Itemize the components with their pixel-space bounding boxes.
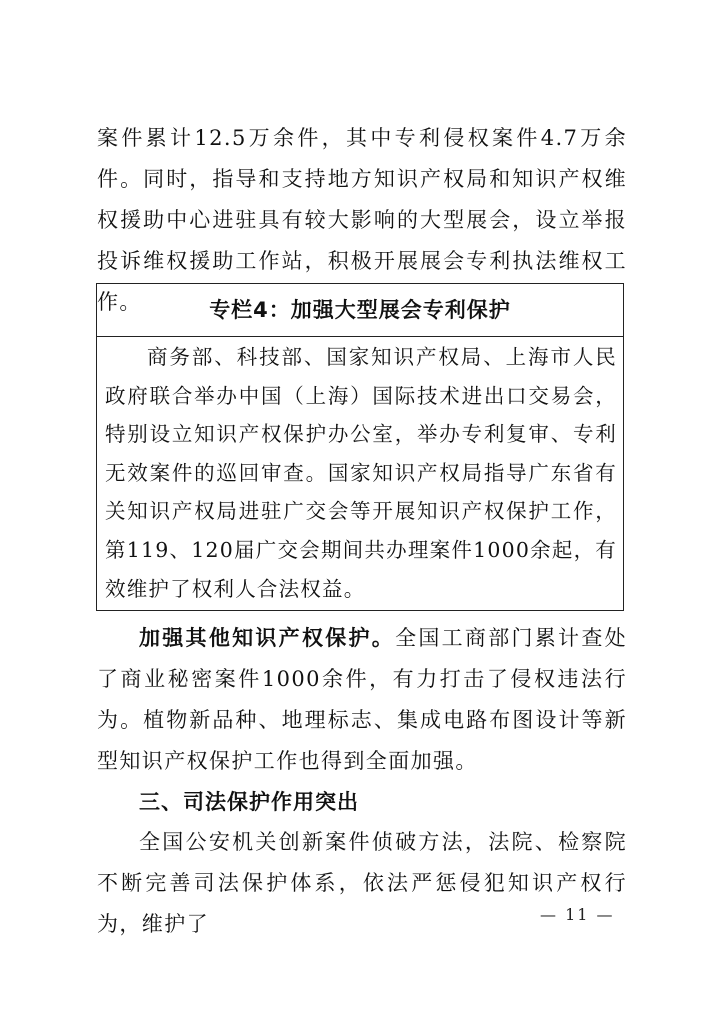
- body-paragraph: 全国公安机关创新案件侦破方法，法院、检察院不断完善司法保护体系，依法严惩侵犯知识产权行为，维护了: [97, 830, 627, 936]
- body-paragraph: [97, 618, 627, 782]
- feature-box: [96, 283, 624, 611]
- paragraph-lead: 加强其他知识产权保护。: [139, 626, 396, 650]
- box-title: 专栏4：加强大型展会专利保护: [97, 284, 623, 337]
- box-body: 商务部、科技部、国家知识产权局、上海市人民政府联合举办中国（上海）国际技术进出口交易会，特别设立知识产权保护办公室，举办专利复审、专利无效案件的巡回审查。国家知识产权局指导广东省有关知识产权局进驻广交会等开展知识产权保护工作，第119、120届广交会期间共办理案件1000余起，有效维护了权利人合法权益。: [105, 345, 617, 601]
- body-paragraph: 案件累计12.5万余件，其中专利侵权案件4.7万余件。同时，指导和支持地方知识产权局和知识产权维权援助中心进驻具有较大影响的大型展会，设立举报投诉维权援助工作站，积极开展展会专利执法维权工作。: [97, 126, 627, 314]
- paragraph-text: 全国工商部门累计查处了商业秘密案件1000余件，有力打击了侵权违法行为。植物新品种、地理标志、集成电路布图设计等新型知识产权保护工作也得到全面加强。: [97, 626, 627, 773]
- page-number: — 11 —: [540, 905, 615, 924]
- section-heading: 三、司法保护作用突出: [139, 790, 359, 814]
